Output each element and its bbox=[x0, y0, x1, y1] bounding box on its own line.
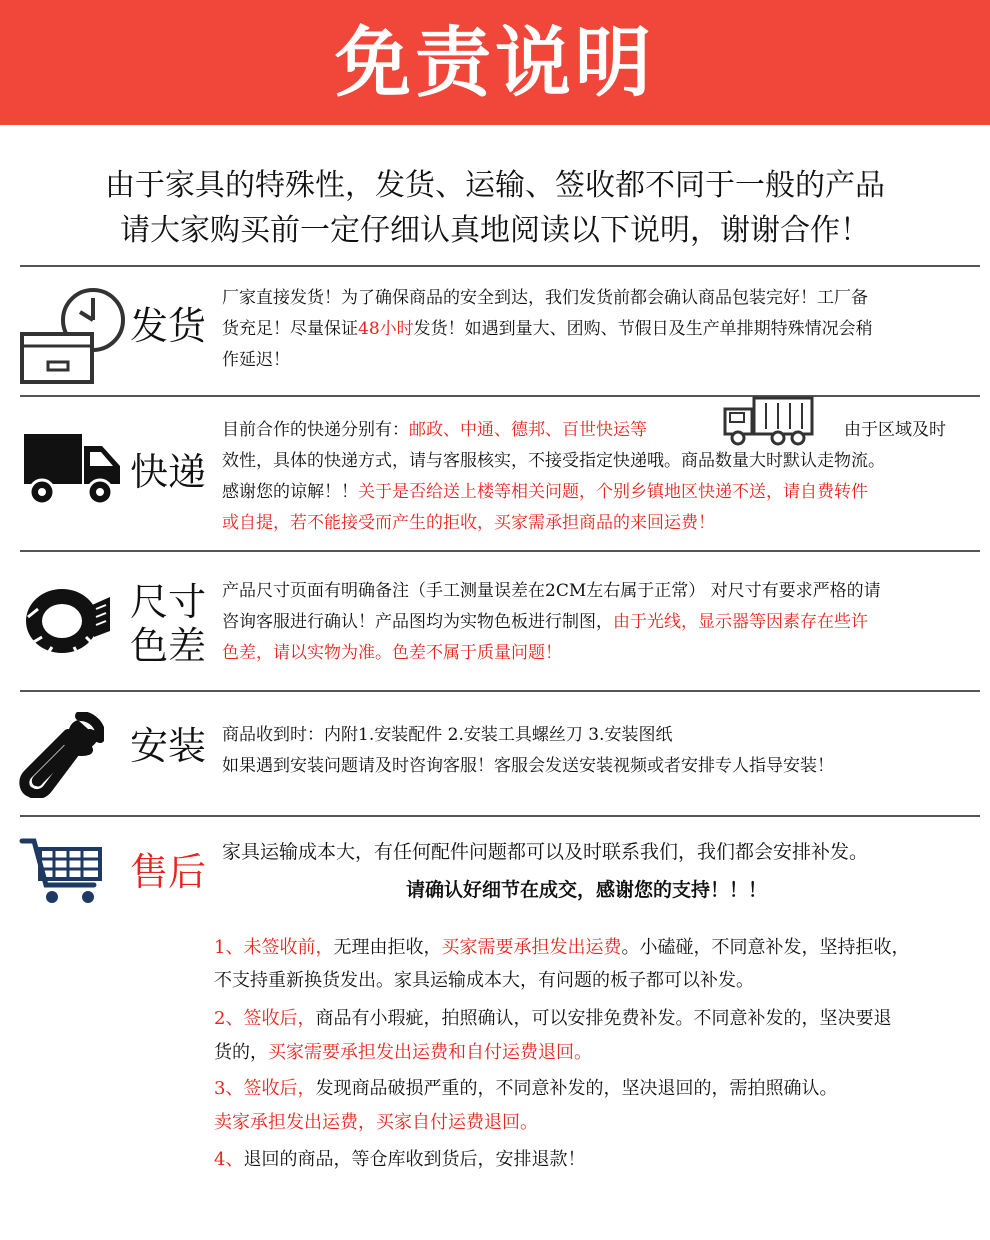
section-label-size: 尺寸 bbox=[130, 580, 207, 624]
tape-measure-icon bbox=[22, 585, 112, 657]
after-sales-text: 家具运输成本大，有任何配件问题都可以及时联系我们，我们都会安排补发。 bbox=[222, 841, 869, 863]
rule-line-7: 4、退回的商品，等仓库收到货后，安排退款！ bbox=[214, 1149, 586, 1170]
rule-line-2: 不支持重新换货发出。家具运输成本大，有问题的板子都可以补发。 bbox=[214, 970, 754, 991]
express-text-line: 效性，具体的快递方式，请与客服核实，不接受指定快递哦。商品数量大时默认走物流。 bbox=[222, 451, 885, 471]
shipping-text bbox=[222, 283, 873, 376]
size-text bbox=[222, 576, 881, 669]
rule-line-5: 3、签收后，发现商品破损严重的，不同意补发的，坚决退回的，需拍照确认。 bbox=[214, 1078, 838, 1099]
wrench-icon bbox=[18, 712, 104, 798]
size-text-line: 产品尺寸页面有明确备注（手工测量误差在2CM左右属于正常） 对尺寸有要求严格的请 bbox=[222, 581, 881, 601]
divider bbox=[20, 550, 980, 552]
page-title: 免责说明 bbox=[335, 18, 655, 107]
install-text-line: 商品收到时：内附1.安装配件 2.安装工具螺丝刀 3.安装图纸 bbox=[222, 725, 673, 745]
size-text-line: 咨询客服进行确认！产品图均为实物色板进行制图，由于光线，显示器等因素存在些许 bbox=[222, 612, 868, 632]
rule-line-6: 卖家承担发出运费，买家自付运费退回。 bbox=[214, 1112, 538, 1133]
rule-line-4: 货的，买家需要承担发出运费和自付运费退回。 bbox=[214, 1042, 592, 1063]
shipping-hours-highlight: 48小时 bbox=[358, 319, 414, 339]
rule-line-3: 2、签收后，商品有小瑕疵，拍照确认，可以安排免费补发。不同意补发的，坚决要退 bbox=[214, 1008, 892, 1029]
shipping-text-line: 货充足！尽量保证48小时发货！如遇到量大、团购、节假日及生产单排期特殊情况会稍 bbox=[222, 319, 873, 339]
rule-line-1: 1、未签收前，无理由拒收，买家需要承担发出运费。小磕碰，不同意补发，坚持拒收， bbox=[214, 937, 910, 958]
divider bbox=[20, 265, 980, 267]
intro-line-2: 请大家购买前一定仔细认真地阅读以下说明，谢谢合作！ bbox=[120, 213, 870, 248]
truck-icon bbox=[22, 432, 122, 508]
express-text-line: 目前合作的快递分别有：邮政、中通、德邦、百世快运等 由于区域及时 bbox=[222, 420, 946, 440]
install-text bbox=[222, 720, 834, 782]
divider bbox=[20, 395, 980, 397]
install-text-line: 如果遇到安装问题请及时咨询客服！客服会发送安装视频或者安排专人指导安装！ bbox=[222, 756, 834, 776]
clock-box-icon bbox=[18, 282, 128, 387]
shipping-text-line: 厂家直接发货！为了确保商品的安全到达，我们发货前都会确认商品包装完好！工厂备 bbox=[222, 288, 868, 308]
section-label-shipping: 发货 bbox=[130, 304, 207, 348]
size-text-line: 色差，请以实物为准。色差不属于质量问题！ bbox=[222, 643, 562, 663]
express-text-line: 感谢您的谅解！！关于是否给送上楼等相关问题，个别乡镇地区快递不送，请自费转件 bbox=[222, 482, 868, 502]
shipping-text-line: 作延迟！ bbox=[222, 350, 290, 370]
shopping-cart-icon bbox=[18, 835, 108, 907]
section-label-express: 快递 bbox=[130, 450, 207, 494]
section-label-after-sales: 售后 bbox=[130, 850, 207, 894]
divider bbox=[20, 690, 980, 692]
intro-line-1: 由于家具的特殊性，发货、运输、签收都不同于一般的产品 bbox=[105, 168, 885, 203]
express-carriers: 邮政、中通、德邦、百世快运等 bbox=[409, 420, 647, 440]
express-text-line: 或自提，若不能接受而产生的拒收，买家需承担商品的来回运费！ bbox=[222, 513, 715, 533]
after-sales-notice: 请确认好细节在成交，感谢您的支持！！！ bbox=[406, 879, 768, 901]
divider bbox=[20, 815, 980, 817]
section-label-color: 色差 bbox=[130, 624, 207, 668]
express-text bbox=[222, 415, 967, 539]
section-label-install: 安装 bbox=[130, 724, 207, 768]
